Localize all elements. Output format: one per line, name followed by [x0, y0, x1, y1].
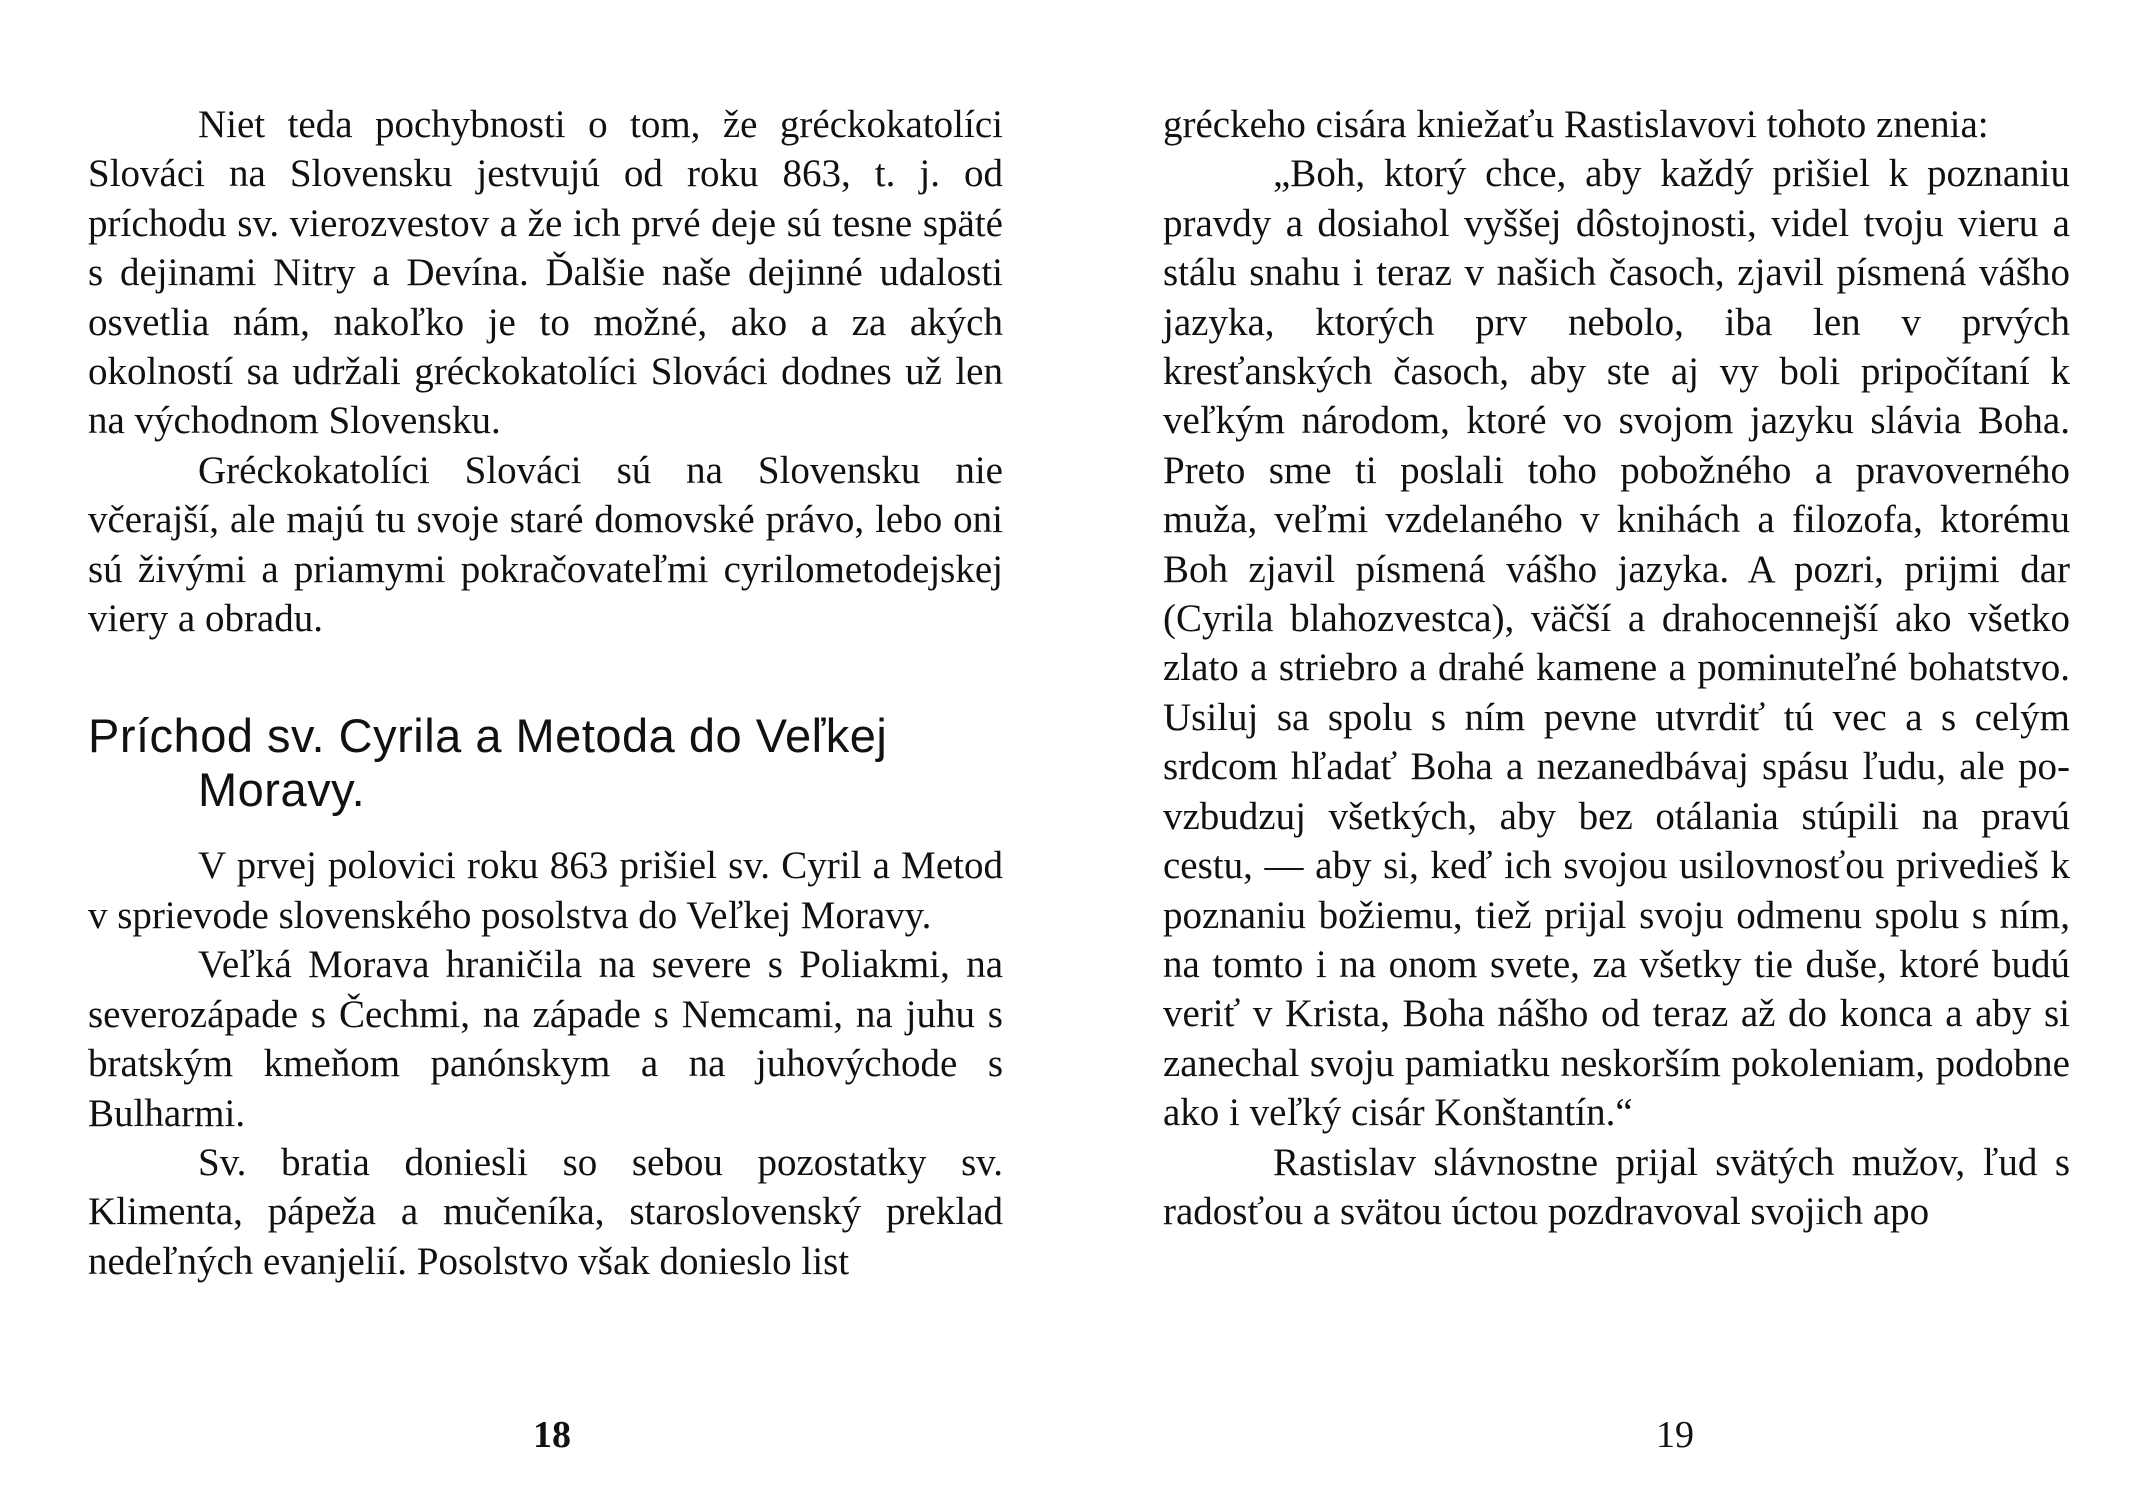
- left-text-block: [88, 100, 1003, 1286]
- paragraph: gréckeho cisára kniežaťu Rastislavovi tohoto znenia:: [1163, 103, 1989, 146]
- left-page: [0, 0, 1003, 1500]
- paragraph: V prvej polovici roku 863 prišiel sv. Cyril a Metod v sprievode slovenského posolstva do Veľkej Moravy.: [88, 844, 1003, 937]
- paragraph: Sv. bratia doniesli so sebou pozostatky sv. Klimenta, pápeža a mučeníka, staroslovenský preklad nedeľných evanjelií. Posolstvo však donieslo list: [88, 1140, 1003, 1283]
- section-heading: Príchod sv. Cyrila a Metoda do Veľkej Moravy.: [88, 709, 888, 817]
- right-text-block: [1163, 100, 2070, 1236]
- page-number: 19: [1656, 1414, 1694, 1456]
- page-number: 18: [533, 1414, 571, 1456]
- paragraph: Gréckokatolíci Slováci sú na Slovensku nie včerajší, ale majú tu svoje staré domovské právo, lebo oni sú živými a priamymi pokračovateľmi cyrilometodejskej viery a obradu.: [88, 448, 1003, 641]
- paragraph: Niet teda pochybnosti o tom, že gréckokatolíci Slováci na Slovensku jestvujú od roku 863, t. j. od príchodu sv. vierozvestov a že ich prvé deje sú tesne späté s dejinami Nitry a Devína. Ďalšie naše dejinné udalosti osvetlia nám, nakoľko je to možné, ako a za akých okolností sa udržali gréckokatolíci Slováci dodnes už len na východnom Slovensku.: [88, 103, 1003, 443]
- paragraph: Rastislav slávnostne prijal svätých mužov, ľud s radosťou a svätou úctou pozdravoval svojich apo: [1163, 1140, 2070, 1233]
- paragraph: Veľká Morava hraničila na severe s Poliakmi, na severozápade s Čechmi, na západe s Nemcami, na juhu s bratským kmeňom panónskym a na juhovýchode s Bulharmi.: [88, 943, 1003, 1135]
- right-page: [1075, 0, 2075, 1500]
- paragraph: „Boh, ktorý chce, aby každý prišiel k poznaniu pravdy a dosiahol vyššej dôstojnosti, videl tvoju vieru a stálu snahu i teraz v našich časoch, zjavil písmená vášho jazyka, ktorých prv nebolo, iba len v prvých kresťanských časoch, aby ste aj vy boli pripočítaní k veľkým národom, ktoré vo svojom jazyku slávia Boha. Preto sme ti poslali toho pobožného a pravoverného muža, veľmi vzdelaného v knihách a filozofa, ktorému Boh zjavil písmená vášho jazyka. A pozri, prijmi dar (Cyrila blahozvestca), väčší a drahocennejší ako všetko zlato a striebro a drahé kamene a pominuteľné bohatstvo. Usiluj sa spolu s ním pevne utvrdiť tú vec a s celým srdcom hľadať Boha a nezanedbávaj spásu ľudu, ale povzbudzuj všetkých, aby bez otálania stúpili na pravú cestu, — aby si, keď ich svojou usilovnosťou privedieš k poznaniu božiemu, tiež prijal svoju odmenu spolu s ním, na tomto i na onom svete, za všetky tie duše, ktoré budú veriť v Krista, Boha nášho od teraz až do konca a aby si zanechal svoju pamiatku neskorším pokoleniam, podobne ako i veľký cisár Konštantín.“: [1163, 152, 2070, 1135]
